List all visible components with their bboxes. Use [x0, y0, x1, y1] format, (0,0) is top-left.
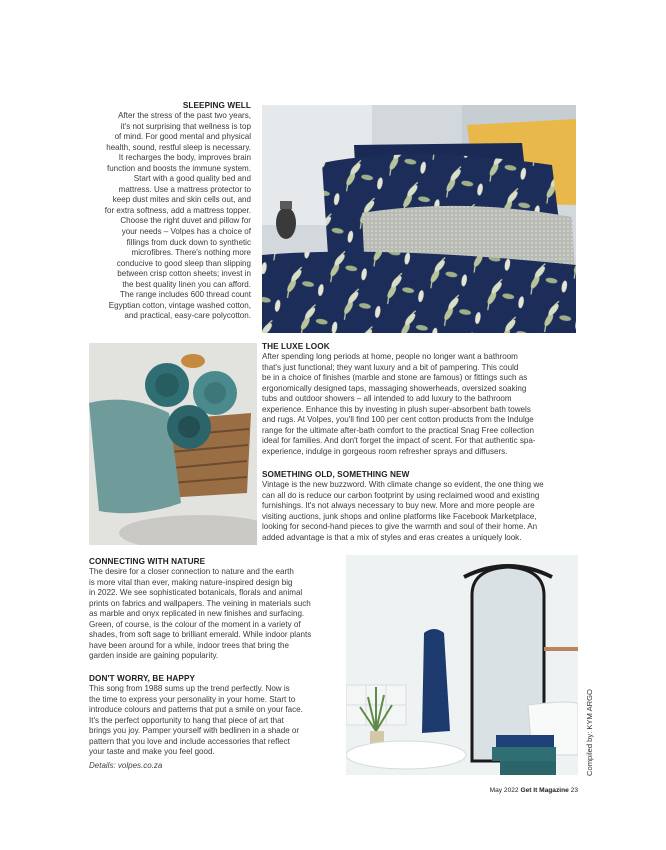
text-line: introduce colours and patterns that put a smile on your face.: [89, 705, 303, 715]
bathroom-photo: [346, 555, 578, 775]
text-line: It recharges the body, improves brain: [118, 153, 251, 163]
text-line: the best quality linen you can afford.: [122, 279, 251, 289]
sleeping-well-section: [60, 101, 251, 322]
text-line: added advantage is that a mix of styles and eras creates a uniquely look.: [262, 532, 522, 542]
text-line: tubs and outdoor showers – all intended to add luxury to the bathroom: [262, 394, 512, 404]
something-old-section: [262, 470, 582, 543]
text-line: The desire for a closer connection to nature and the earth: [89, 567, 294, 576]
be-happy-body: [89, 684, 343, 758]
footer-page-number: 23: [570, 787, 578, 794]
text-line: pattern that you love and include accessories that reflect: [89, 736, 290, 746]
text-line: experience, indulge in gorgeous room refresher sprays and diffusers.: [262, 446, 508, 456]
text-line: prints on fabrics and wallpapers. The veining in materials such: [89, 598, 311, 608]
text-line: mattress. Use a mattress protector to: [118, 184, 251, 194]
text-line: Vintage is the new buzzword. With climate change so evident, the one thing we: [262, 480, 544, 489]
luxe-look-body: [262, 352, 582, 457]
something-old-body: [262, 480, 582, 543]
be-happy-heading: DON'T WORRY, BE HAPPY: [89, 674, 196, 683]
text-line: the time to express your personality in your home. Start to: [89, 694, 296, 704]
text-line: Egyptian cotton, vintage washed cotton,: [108, 300, 251, 310]
text-line: is more vital than ever, making nature-inspired design big: [89, 577, 293, 587]
bedding-photo: [262, 105, 576, 333]
text-line: experience. Enhance this by investing in plush super-absorbent bath towels: [262, 404, 531, 414]
text-line: shades, from soft sage to brilliant emerald. While indoor plants: [89, 630, 312, 640]
text-line: visiting auctions, junk shops and online platforms like Facebook Marketplace,: [262, 511, 537, 521]
text-line: After spending long periods at home, people no longer want a bathroom: [262, 352, 518, 361]
credit-text: Compiled by: KYM ARGO: [585, 689, 594, 776]
connecting-nature-section: [89, 557, 343, 662]
text-line: microfibres. There's nothing more: [131, 248, 251, 258]
connecting-nature-heading: CONNECTING WITH NATURE: [89, 557, 206, 566]
text-line: your needs – Volpes has a choice of: [121, 227, 251, 237]
text-line: Green, of course, is the colour of the moment in a variety of: [89, 619, 301, 629]
text-line: range for the ultimate after-bath comfort to the practical Snag Free collection: [262, 425, 534, 435]
details-link[interactable]: Details: volpes.co.za: [89, 760, 163, 770]
text-line: looking for second-hand pieces to give the warmth and soul of their home. An: [262, 522, 538, 532]
footer-date: May 2022: [489, 787, 519, 794]
page-footer: [470, 787, 578, 794]
text-line: After the stress of the past two years,: [118, 111, 251, 120]
text-line: be in a choice of finishes (marble and stone are famous) or fittings such as: [262, 373, 528, 383]
text-line: in 2022. We see sophisticated botanicals, florals and animal: [89, 588, 303, 598]
text-line: and rugs. At Volpes, you'll find 100 per cent cotton products from the Indulge: [262, 415, 534, 425]
text-line: it's not surprising that wellness is top: [120, 121, 251, 131]
text-line: can all do is reduce our carbon footprint by using reclaimed wood and existing: [262, 490, 540, 500]
text-line: conducive to good sleep than slipping: [116, 258, 251, 268]
something-old-heading: SOMETHING OLD, SOMETHING NEW: [262, 470, 410, 479]
text-line: ideal for families. And don't forget the impact of scent. For that authentic spa-: [262, 436, 536, 446]
sleeping-well-heading: SLEEPING WELL: [182, 101, 251, 110]
footer-magazine: Get It Magazine: [520, 787, 569, 794]
text-line: of mind. For good mental and physical: [114, 132, 251, 142]
photo-credit: [583, 676, 595, 776]
text-line: Choose the right duvet and pillow for: [120, 216, 251, 226]
text-line: furnishings. It's not always necessary to buy new. More and more people are: [262, 501, 535, 511]
luxe-look-section: [262, 342, 582, 457]
text-line: have been around for a while, indoor trees that bring the: [89, 640, 289, 650]
text-line: brings you joy. Pamper yourself with bedlinen in a shade or: [89, 726, 300, 736]
text-line: fillings from duck down to synthetic: [126, 237, 251, 247]
text-line: between crisp cotton sheets; invest in: [117, 269, 251, 279]
towels-basket-photo: [89, 343, 257, 545]
luxe-look-heading: THE LUXE LOOK: [262, 342, 330, 351]
text-line: function and boosts the immune system.: [106, 163, 251, 173]
text-line: as marble and onyx replicated in new finishes and surfacing.: [89, 609, 305, 619]
text-line: health, sound, restful sleep is necessary.: [106, 142, 251, 152]
text-line: Start with a good quality bed and: [133, 174, 251, 184]
text-line: for extra softness, add a mattress topper.: [104, 205, 251, 215]
text-line: The range includes 600 thread count: [119, 290, 251, 300]
sleeping-well-body: [60, 111, 251, 322]
text-line: It's the perfect opportunity to hang that piece of art that: [89, 715, 284, 725]
text-line: ergonomically designed taps, massaging showerheads, oversized soaking: [262, 383, 527, 393]
text-line: that's just functional; they want luxury and a bit of pampering. This could: [262, 362, 519, 372]
text-line: garden inside are gaining popularity.: [89, 651, 219, 661]
be-happy-section: [89, 674, 343, 770]
text-line: keep dust mites and skin cells out, and: [112, 195, 251, 205]
text-line: and practical, easy-care polycotton.: [124, 311, 251, 321]
connecting-nature-body: [89, 567, 343, 662]
text-line: your taste and make you feel good.: [89, 747, 215, 757]
text-line: This song from 1988 sums up the trend perfectly. Now is: [89, 684, 290, 693]
